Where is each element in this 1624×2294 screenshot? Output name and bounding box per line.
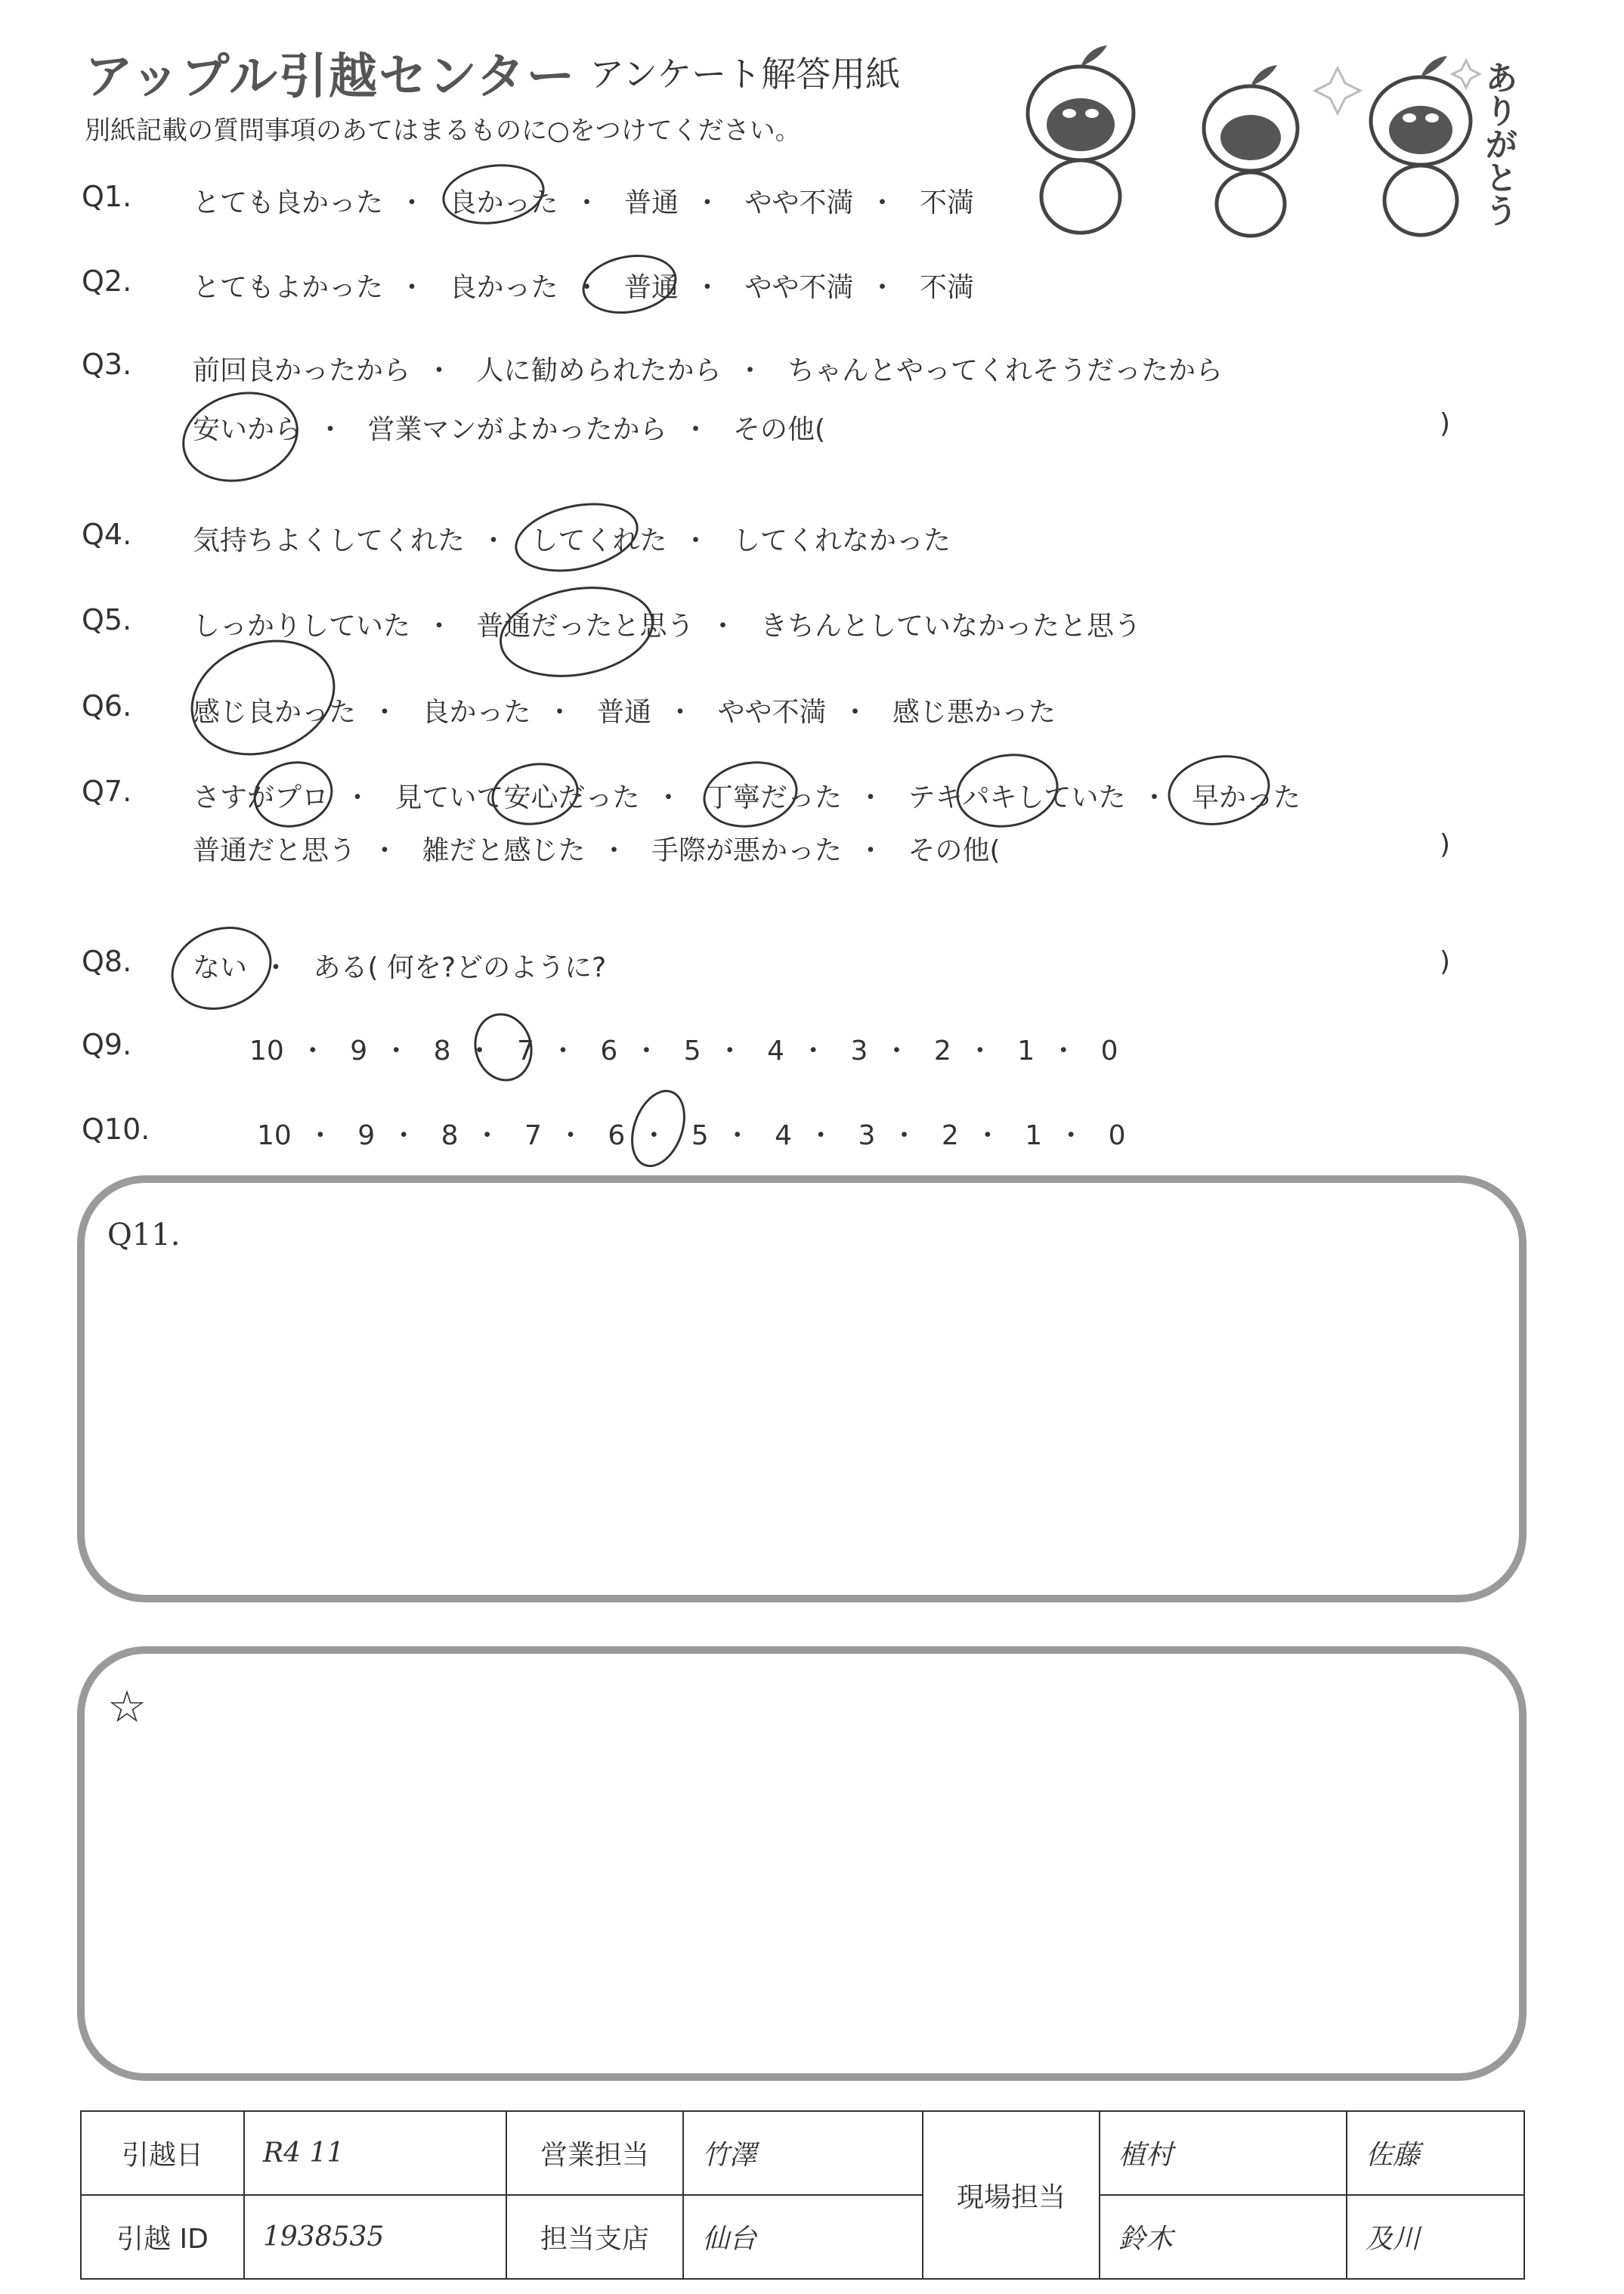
q9-score-1[interactable]: 1 xyxy=(1017,1036,1035,1067)
q10-score-1[interactable]: 1 xyxy=(1025,1120,1043,1151)
move-id-label: 引越 ID xyxy=(81,2195,244,2279)
q2-options: とてもよかった ・ 良かった ・ 普通 ・ やや不満 ・ 不満 xyxy=(193,272,974,303)
q7-opt-7[interactable]: 雑だと感じた xyxy=(422,835,586,866)
move-date-value[interactable]: R4 11 xyxy=(244,2111,506,2195)
q7-handwritten-circle-3 xyxy=(698,754,803,835)
q3-opt-other[interactable]: その他( xyxy=(732,414,826,445)
q1-opt-4[interactable]: やや不満 xyxy=(744,187,854,218)
q7-options-line1: さすがプロ ・ 見ていて安心だった ・ 丁寧だった ・ テキパキしていた ・ 早かった xyxy=(193,782,1301,813)
q7-handwritten-circle-4 xyxy=(951,746,1065,835)
q9-handwritten-circle xyxy=(467,1007,540,1088)
q8-options: ない ・ ある( 何を?どのように? xyxy=(193,952,607,983)
q1-opt-1[interactable]: とても良かった xyxy=(193,187,384,218)
footer-info-table xyxy=(80,2110,1525,2280)
q4-handwritten-circle xyxy=(509,493,645,583)
q5-opt-1[interactable]: しっかりしていた xyxy=(193,611,411,642)
q6-opt-2[interactable]: 良かった xyxy=(422,697,531,728)
q4-opt-1[interactable]: 気持ちよくしてくれた xyxy=(193,525,466,556)
q2-opt-4[interactable]: やや不満 xyxy=(744,272,854,303)
q7-handwritten-circle-2 xyxy=(487,757,583,832)
q8-opt-2[interactable]: ある( 何を?どのように? xyxy=(313,952,607,983)
q9-score-4[interactable]: 4 xyxy=(767,1036,785,1067)
q10-score-10[interactable]: 10 xyxy=(257,1120,292,1151)
star-label: ☆ xyxy=(107,1681,147,1732)
q10-score-3[interactable]: 3 xyxy=(858,1120,876,1151)
star-comment-box[interactable] xyxy=(77,1646,1527,2081)
q3-opt-1[interactable]: 前回良かったから xyxy=(193,355,411,386)
q9-score-0[interactable]: 0 xyxy=(1100,1036,1118,1067)
move-date-label: 引越日 xyxy=(81,2111,244,2195)
q7-handwritten-circle-1 xyxy=(246,753,341,837)
q1-label: Q1. xyxy=(82,180,132,213)
q7-handwritten-circle-5 xyxy=(1162,748,1276,833)
q5-opt-3[interactable]: きちんとしていなかったと思う xyxy=(759,611,1141,642)
instruction-text: 別紙記載の質問事項のあてはまるものに○をつけてください。 xyxy=(85,116,801,146)
q4-opt-2[interactable]: してくれた xyxy=(531,525,667,556)
q7-opt-1[interactable]: さすがプロ xyxy=(193,782,329,813)
q8-close-paren: ) xyxy=(1440,946,1451,977)
branch-value[interactable]: 仙台 xyxy=(683,2195,923,2279)
q4-options: 気持ちよくしてくれた ・ してくれた ・ してくれなかった xyxy=(193,525,951,556)
q10-score-6[interactable]: 6 xyxy=(608,1120,626,1151)
site-staff-4[interactable]: 及川 xyxy=(1347,2195,1524,2279)
site-staff-3[interactable]: 鈴木 xyxy=(1100,2195,1347,2279)
q10-score-7[interactable]: 7 xyxy=(524,1120,542,1151)
q6-opt-3[interactable]: 普通 xyxy=(596,697,651,728)
q4-opt-3[interactable]: してくれなかった xyxy=(732,525,951,556)
q7-opt-4[interactable]: テキパキしていた xyxy=(908,782,1126,813)
q11-comment-box[interactable] xyxy=(77,1175,1527,1602)
q9-score-3[interactable]: 3 xyxy=(850,1036,868,1067)
q5-handwritten-circle xyxy=(492,575,660,689)
q10-score-8[interactable]: 8 xyxy=(441,1120,459,1151)
q3-opt-3[interactable]: ちゃんとやってくれそうだったから xyxy=(787,355,1223,386)
q6-label: Q6. xyxy=(82,689,132,723)
q6-options: 感じ良かった ・ 良かった ・ 普通 ・ やや不満 ・ 感じ悪かった xyxy=(193,697,1056,728)
q3-opt-5[interactable]: 営業マンがよかったから xyxy=(367,414,667,445)
site-staff-2[interactable]: 佐藤 xyxy=(1347,2111,1524,2195)
q3-handwritten-circle xyxy=(172,379,309,494)
q5-opt-2[interactable]: 普通だったと思う xyxy=(476,611,694,642)
q11-label: Q11. xyxy=(107,1218,181,1252)
q1-options: とても良かった ・ 良かった ・ 普通 ・ やや不満 ・ 不満 xyxy=(193,187,974,218)
q8-opt-1[interactable]: ない xyxy=(193,952,248,983)
site-label: 現場担当 xyxy=(923,2111,1100,2279)
q2-opt-3[interactable]: 普通 xyxy=(623,272,679,303)
q6-handwritten-circle xyxy=(175,621,351,775)
branch-label: 担当支店 xyxy=(506,2195,683,2279)
q1-opt-3[interactable]: 普通 xyxy=(623,187,679,218)
q6-opt-5[interactable]: 感じ悪かった xyxy=(892,697,1056,728)
q10-score-9[interactable]: 9 xyxy=(357,1120,376,1151)
q5-options: しっかりしていた ・ 普通だったと思う ・ きちんとしていなかったと思う xyxy=(193,611,1141,642)
q10-score-5[interactable]: 5 xyxy=(691,1120,709,1151)
q3-options-line2: 安いから ・ 営業マンがよかったから ・ その他( xyxy=(193,414,826,445)
form-title: アップル引越センター xyxy=(85,49,577,105)
q3-close-paren: ) xyxy=(1440,408,1451,439)
q4-label: Q4. xyxy=(82,518,132,551)
q7-opt-3[interactable]: 丁寧だった xyxy=(705,782,842,813)
q2-opt-1[interactable]: とてもよかった xyxy=(193,272,384,303)
q2-opt-5[interactable]: 不満 xyxy=(919,272,974,303)
q8-handwritten-circle xyxy=(159,913,283,1023)
q7-close-paren: ) xyxy=(1440,829,1451,860)
q8-label: Q8. xyxy=(82,945,132,978)
mascot-illustration xyxy=(998,45,1481,242)
q3-options-line1: 前回良かったから ・ 人に勧められたから ・ ちゃんとやってくれそうだったから xyxy=(193,355,1223,386)
q3-opt-4[interactable]: 安いから xyxy=(193,414,302,445)
q7-opt-6[interactable]: 普通だと思う xyxy=(193,835,357,866)
form-subtitle: アンケート解答用紙 xyxy=(589,54,901,94)
q7-opt-2[interactable]: 見ていて安心だった xyxy=(394,782,640,813)
q9-score-9[interactable]: 9 xyxy=(350,1036,368,1067)
q6-opt-1[interactable]: 感じ良かった xyxy=(193,697,357,728)
thanks-text: ありがとう xyxy=(1479,60,1517,227)
q9-score-7[interactable]: 7 xyxy=(517,1036,534,1067)
q7-opt-8[interactable]: 手際が悪かった xyxy=(651,835,842,866)
q9-score-5[interactable]: 5 xyxy=(683,1036,701,1067)
q9-score-2[interactable]: 2 xyxy=(933,1036,951,1067)
q10-score-4[interactable]: 4 xyxy=(775,1120,793,1151)
q2-opt-2[interactable]: 良かった xyxy=(449,272,558,303)
site-staff-1[interactable]: 植村 xyxy=(1100,2111,1347,2195)
move-id-value[interactable]: 1938535 xyxy=(244,2195,506,2279)
q2-label: Q2. xyxy=(82,265,132,298)
q6-opt-4[interactable]: やや不満 xyxy=(717,697,827,728)
q7-opt-5[interactable]: 早かった xyxy=(1191,782,1301,813)
q2-handwritten-circle xyxy=(577,248,681,321)
q1-opt-2[interactable]: 良かった xyxy=(449,187,558,218)
q9-score-8[interactable]: 8 xyxy=(433,1036,451,1067)
q5-label: Q5. xyxy=(82,603,132,636)
q9-label: Q9. xyxy=(82,1028,132,1061)
sales-label: 営業担当 xyxy=(506,2111,683,2195)
q10-score-0[interactable]: 0 xyxy=(1108,1120,1126,1151)
q9-score-10[interactable]: 10 xyxy=(249,1036,284,1067)
q10-label: Q10. xyxy=(82,1113,150,1146)
q3-label: Q3. xyxy=(82,348,132,381)
q10-scale: 10 ・ 9 ・ 8 ・ 7 ・ 6 ・ 5 ・ 4 ・ 3 ・ 2 ・ 1 ・ 0 xyxy=(257,1120,1126,1151)
q9-score-6[interactable]: 6 xyxy=(600,1036,618,1067)
q7-options-line2: 普通だと思う ・ 雑だと感じた ・ 手際が悪かった ・ その他( xyxy=(193,835,1001,866)
q3-opt-2[interactable]: 人に勧められたから xyxy=(476,355,722,386)
q7-label: Q7. xyxy=(82,775,132,808)
q7-opt-other[interactable]: その他( xyxy=(908,835,1001,866)
q10-score-2[interactable]: 2 xyxy=(941,1120,959,1151)
sales-value[interactable]: 竹澤 xyxy=(683,2111,923,2195)
q9-scale: 10 ・ 9 ・ 8 ・ 7 ・ 6 ・ 5 ・ 4 ・ 3 ・ 2 ・ 1 ・ 0 xyxy=(249,1036,1118,1067)
q1-opt-5[interactable]: 不満 xyxy=(919,187,974,218)
